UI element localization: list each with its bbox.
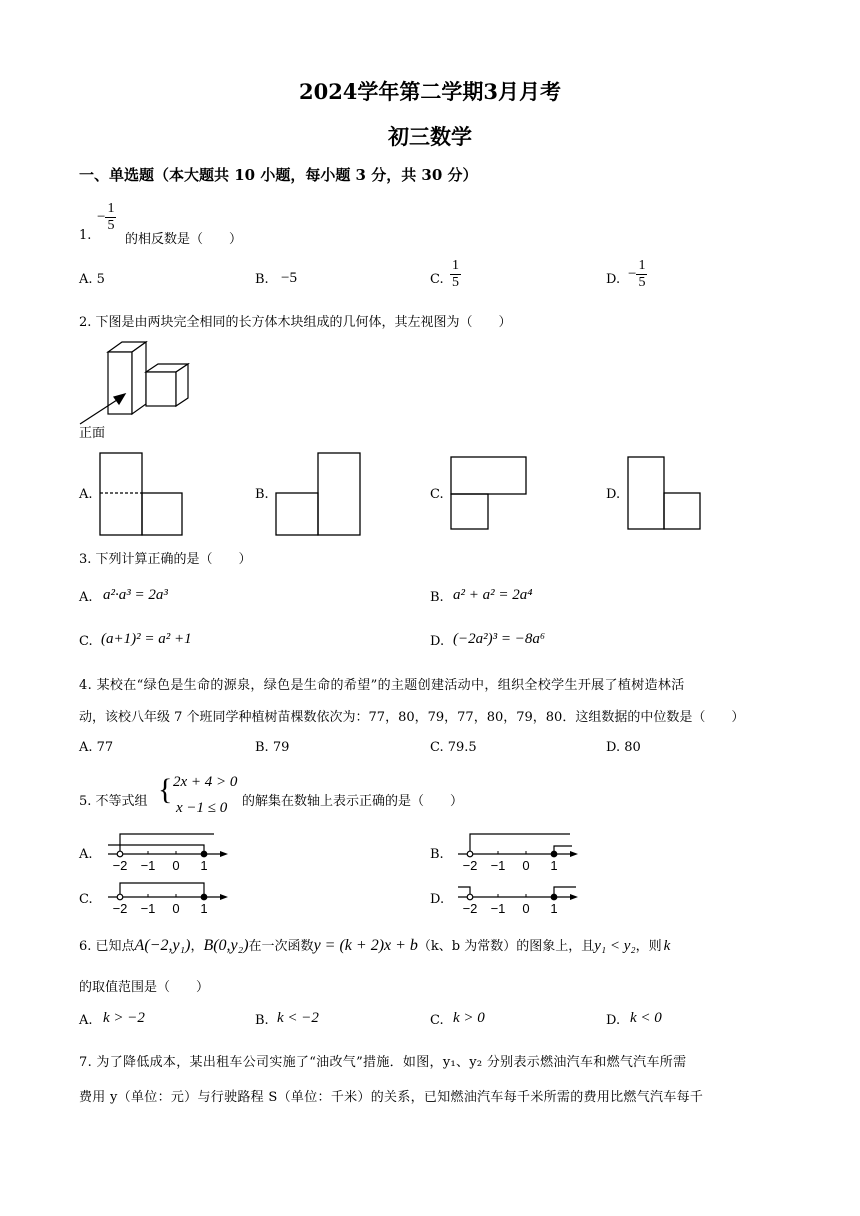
solid-figure [70,338,200,428]
option-b: a² + a² = 2a⁴ [453,587,533,603]
front-label: 正面 [79,426,106,441]
section-heading: 一、单选题（本大题共 10 小题，每小题 3 分，共 30 分） [79,166,478,184]
point-b: B(0,y₂) [203,937,249,954]
inequality-1: 2x + 4 > 0 [173,774,238,790]
closed-point [551,894,557,900]
tick-label: 0 [172,901,180,916]
question-stem-line2: 费用 y（单位：元）与行驶路程 S（单位：千米）的关系，已知燃油汽车每千米所需的费用比燃气汽车每千 [79,1090,704,1105]
point-a: A(−2,y₁) [134,937,191,954]
option-a-label: A. [79,1013,93,1028]
number-line-c [106,873,236,919]
option-b: B. 79 [255,740,290,755]
number-line-d [456,873,586,919]
option-a-label: A. [79,590,93,605]
axis-arrow-icon [570,894,578,900]
question-stem-line2: 动，该校八年级 7 个班同学种植树苗棵数依次为：77，80，79，77，80，79，80．这组数据的中位数是（ ） [79,710,745,725]
option-b: −5 [281,270,297,286]
option-b-label: B. [430,590,444,605]
question-stem: 3. 下列计算正确的是（ ） [79,552,252,567]
question-stem-prefix: 5. 不等式组 [79,794,148,809]
solution-bracket [120,834,214,854]
option-d-label: D. [606,272,621,287]
option-b-label: B. [255,272,269,287]
question-stem: 2. 下图是由两块完全相同的长方体木块组成的几何体，其左视图为（ ） [79,315,512,330]
axis-arrow-icon [220,894,228,900]
tick-label: −2 [112,901,128,916]
number-line-a [106,830,236,876]
option-b: k < −2 [277,1010,319,1026]
option-c-label: C. [430,487,444,502]
option-c-fraction: $\frac{1}{5}$ [452,258,459,290]
option-d-label: D. [430,634,445,649]
condition: y₁ < y₂ [594,938,636,954]
tick-label: 0 [522,858,530,873]
option-b-label: B. [255,1013,269,1028]
tick-label: 0 [172,858,180,873]
option-c-view [449,455,529,531]
question-stem-line1: 7. 为了降低成本，某出租车公司实施了“油改气”措施．如图，y₁、y₂ 分别表示燃油汽车和燃气汽车所需 [79,1055,687,1070]
option-c-label: C. [430,1013,444,1028]
tick-label: −2 [112,858,128,873]
tick-label: 1 [200,901,208,916]
option-c-label: C. [79,634,93,649]
tick-label: 1 [550,858,558,873]
question-stem-suffix: 的解集在数轴上表示正确的是（ ） [242,794,464,809]
option-a-label: A. [79,847,93,862]
option-c: (a+1)² = a² +1 [101,631,192,647]
option-b-view [274,451,364,537]
option-d: (−2a²)³ = −8a⁶ [453,631,546,647]
option-a: k > −2 [103,1010,145,1026]
option-d-label: D. [606,487,621,502]
open-point [117,851,123,857]
tick-label: −1 [490,858,506,873]
option-d-label: D. [606,1013,621,1028]
linear-function: y = (k + 2)x + b [313,937,418,954]
tick-label: 1 [200,858,208,873]
closed-point [201,894,207,900]
axis-arrow-icon [570,851,578,857]
open-point [467,851,473,857]
option-d-view [626,455,706,531]
question-number: 1. [79,228,92,243]
option-c: k > 0 [453,1010,485,1026]
inequality-2: x −1 ≤ 0 [176,800,228,816]
option-a-label: A. [79,487,93,502]
tick-label: −1 [490,901,506,916]
option-d-fraction: − $\frac{1}{5}$ [628,258,646,290]
option-b-label: B. [255,487,269,502]
tick-label: −2 [462,901,478,916]
question-stem-line1: 6. 已知点A(−2,y₁)，B(0,y₂)在一次函数y = (k + 2)x + b（k、b 为常数）的图象上，且y₁ < y₂，则 k [79,937,671,954]
fraction-minus-one-fifth: − $\frac{1}{5}$ [97,201,115,233]
question-stem: 的相反数是（ ） [125,232,243,247]
option-c-label: C. [430,272,444,287]
option-a: A. 77 [79,740,114,755]
tick-label: 1 [550,901,558,916]
page-title: 2024学年第二学期3月月考 [298,79,562,104]
option-a: a²·a³ = 2a³ [103,587,168,603]
tick-label: −1 [140,858,156,873]
tick-label: −2 [462,858,478,873]
tick-label: 0 [522,901,530,916]
tick-label: −1 [140,901,156,916]
page-subtitle: 初三数学 [388,124,472,149]
option-a-view [98,451,188,537]
solution-bracket [120,883,204,897]
axis-arrow-icon [220,851,228,857]
number-line-b [456,830,586,876]
option-d: k < 0 [630,1010,662,1026]
open-point [117,894,123,900]
closed-point [201,851,207,857]
open-point [467,894,473,900]
option-b-label: B. [430,847,444,862]
option-c-label: C. [79,892,93,907]
option-d-label: D. [430,892,445,907]
option-c: C. 79.5 [430,740,477,755]
option-a: A. 5 [79,272,105,287]
option-d: D. 80 [606,740,641,755]
closed-point [551,851,557,857]
question-stem-line2: 的取值范围是（ ） [79,980,210,995]
brace: { [158,773,173,806]
question-stem-line1: 4. 某校在“绿色是生命的源泉，绿色是生命的希望”的主题创建活动中，组织全校学生开展了植树造林活 [79,678,685,693]
